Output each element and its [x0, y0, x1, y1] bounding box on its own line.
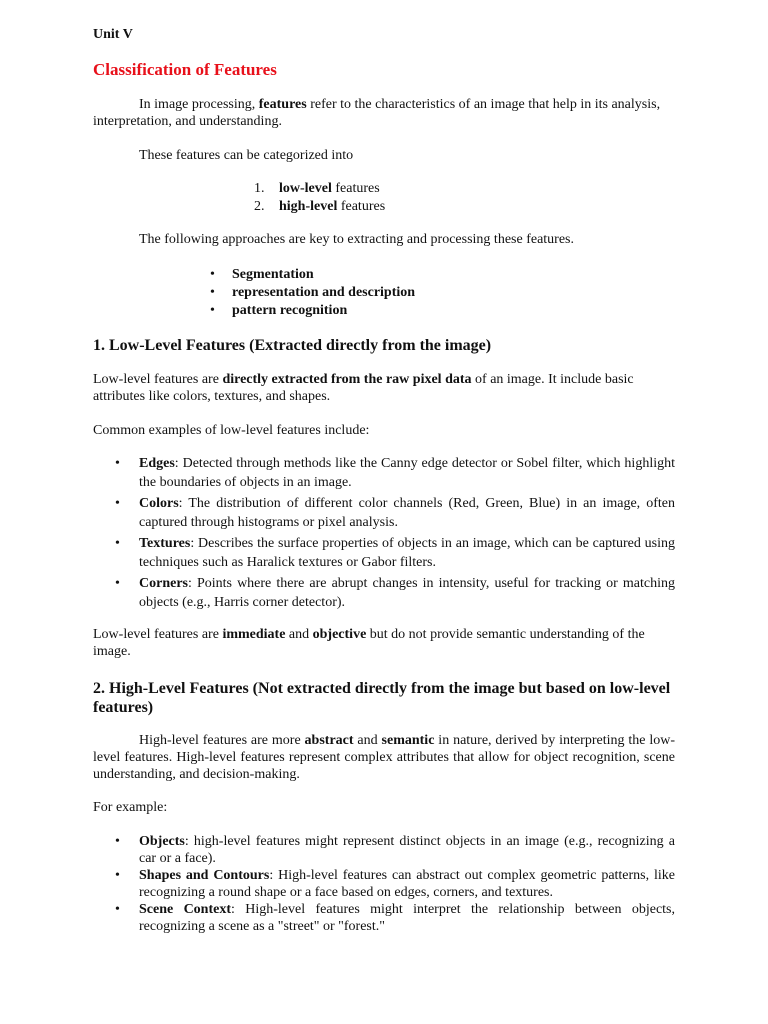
- low-features-list: [115, 454, 675, 614]
- list-item: • Objects: high-level features might represent distinct objects in an image (e.g., recognizing a car or a face).: [115, 834, 675, 866]
- list-item: 2. high-level features: [254, 199, 386, 214]
- section-heading-high: 2. High-Level Features (Not extracted directly from the image but based on low-level features): [93, 680, 671, 716]
- approaches-list: [210, 266, 415, 320]
- low-paragraph-1: Low-level features are directly extracted from the raw pixel data of an image. It include basic attributes like colors, textures, and shapes.: [93, 372, 634, 404]
- bullet-icon: •: [115, 496, 120, 511]
- list-item: • Colors: The distribution of different color channels (Red, Green, Blue) in an image, often captured through histograms or pixel analysis.: [115, 496, 675, 530]
- bullet-icon: •: [115, 868, 120, 883]
- intro-paragraph: In image processing, features refer to the characteristics of an image that help in its analysis, interpretation, and understanding.: [93, 97, 661, 129]
- section-heading-low: 1. Low-Level Features (Extracted directly from the image): [93, 337, 492, 354]
- bullet-icon: •: [210, 285, 215, 300]
- page-title: Classification of Features: [93, 60, 277, 79]
- low-paragraph-3: Low-level features are immediate and objective but do not provide semantic understanding of the image.: [93, 627, 645, 659]
- bullet-icon: •: [115, 536, 120, 551]
- high-paragraph-1: High-level features are more abstract and semantic in nature, derived by interpreting the low-level features. High-level features represent complex attributes that allow for object recognition, scene understanding, and decision-making.: [93, 733, 675, 782]
- bullet-icon: •: [115, 456, 120, 471]
- bullet-icon: •: [210, 267, 215, 282]
- bullet-icon: •: [115, 902, 120, 917]
- list-item: • Shapes and Contours: High-level features can abstract out complex geometric patterns, like recognizing a round shape or a face based on edges, corners, and textures.: [115, 868, 675, 900]
- bullet-icon: •: [115, 576, 120, 591]
- approaches-intro: The following approaches are key to extracting and processing these features.: [139, 232, 574, 247]
- list-item: • Scene Context: High-level features might interpret the relationship between objects, recognizing a scene as a "street" or "forest.": [115, 902, 675, 934]
- unit-label: Unit V: [93, 27, 133, 42]
- low-paragraph-2: Common examples of low-level features include:: [93, 423, 370, 438]
- high-features-list: [115, 833, 675, 935]
- bullet-icon: •: [115, 834, 120, 849]
- list-item: 1. low-level features: [254, 181, 380, 196]
- list-item: • representation and description: [210, 285, 416, 300]
- list-item: • Corners: Points where there are abrupt changes in intensity, useful for tracking or matching objects (e.g., Harris corner detector).: [115, 576, 675, 610]
- list-item: • Textures: Describes the surface properties of objects in an image, which can be captured using techniques such as Haralick textures or Gabor filters.: [115, 536, 675, 570]
- list-item: • Segmentation: [210, 267, 314, 282]
- categories-intro: These features can be categorized into: [139, 148, 354, 163]
- list-item: • pattern recognition: [210, 303, 348, 318]
- bullet-icon: •: [210, 303, 215, 318]
- list-item: • Edges: Detected through methods like the Canny edge detector or Sobel filter, which highlight the boundaries of objects in an image.: [115, 456, 675, 490]
- high-paragraph-2: For example:: [93, 800, 168, 815]
- categories-list: [254, 180, 385, 216]
